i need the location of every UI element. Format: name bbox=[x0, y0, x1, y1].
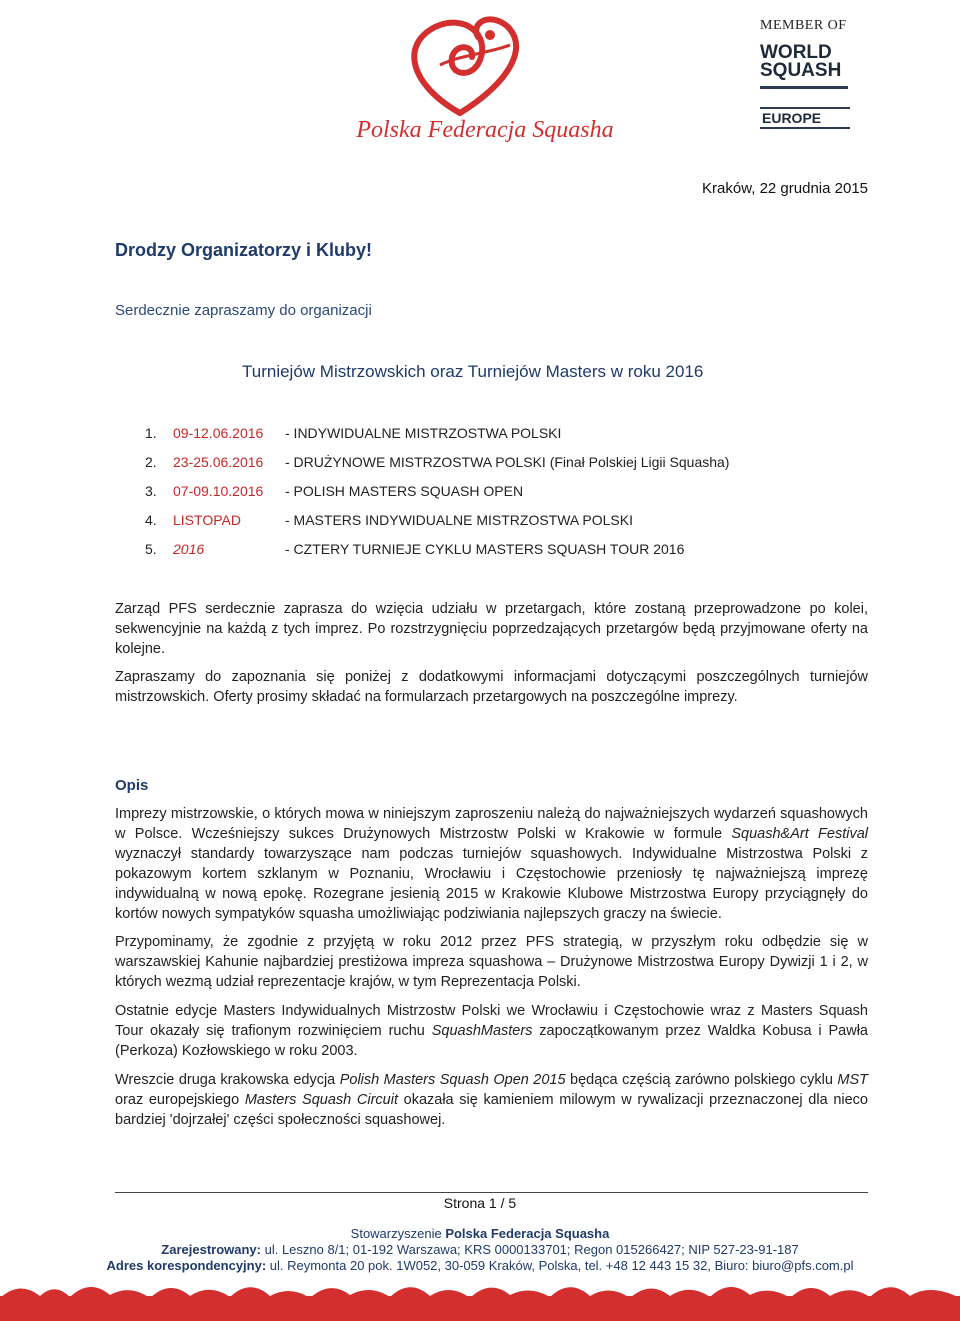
footer-divider bbox=[115, 1192, 868, 1193]
event-name: - MASTERS INDYWIDUALNE MISTRZOSTWA POLSKI bbox=[285, 512, 633, 528]
badge-member: MEMBER OF bbox=[760, 18, 847, 33]
badge-europe: EUROPE bbox=[760, 107, 850, 129]
invite-line: Serdecznie zapraszamy do organizacji bbox=[115, 302, 372, 319]
logo-text: Polska Federacja Squasha bbox=[356, 117, 614, 143]
event-date: 2016 bbox=[173, 541, 205, 557]
event-date: 23-25.06.2016 bbox=[173, 454, 264, 470]
footer-address: Adres korespondencyjny: ul. Reymonta 20 pok. 1W052, 30-059 Kraków, Polska, tel. +48 12 443 15 32, Biuro: biuro@pfs.com.pl bbox=[106, 1258, 854, 1273]
event-date: 07-09.10.2016 bbox=[173, 483, 264, 499]
event-number: 5. bbox=[145, 541, 157, 557]
paragraph-opis-1: Imprezy mistrzowskie, o których mowa w niniejszym zaproszeniu należą do najważniejszych wydarzeń squashowych w Polsce. Wcześniejszy sukces Drużynowych Mistrzostw Polski w Krakowie w formule Squash&Art Festival wyznaczył standardy towarzyszące nam podczas turniejów squashowych. Indywidualne Mistrzostwa Polski z pokazowym kortem szklanym w Poznaniu, Wrocławiu i Częstochowie przeniosły tę najważniejszą imprezę indywidualną w nową epokę. Rozegrane jesienią 2015 w Krakowie Klubowe Mistrzostwa Europy przyciągnęły do kortów nowych sympatyków squasha umożliwiając podziwiania najlepszych graczy na świecie. bbox=[115, 806, 868, 922]
paragraph-opis-2: Przypominamy, że zgodnie z przyjętą w roku 2012 przez PFS strategią, w przyszłym roku odbędzie się w warszawskiej Kahunie najbardziej prestiżowa impreza squashowa – Drużynowe Mistrzostwa Europy Dywizji 1 i 2, w których wezmą udział reprezentacje krajów, w tym Reprezentacja Polski. bbox=[115, 934, 868, 990]
event-number: 2. bbox=[145, 454, 157, 470]
pfs-logo bbox=[340, 5, 630, 155]
event-item bbox=[145, 512, 633, 528]
footer-red-band bbox=[0, 1276, 960, 1321]
event-item bbox=[145, 541, 684, 557]
event-number: 1. bbox=[145, 425, 157, 441]
world-squash-badge bbox=[760, 18, 852, 129]
footer-registered: Zarejestrowany: ul. Leszno 8/1; 01-192 Warszawa; KRS 0000133701; Regon 015266427; NIP 527-23-91-187 bbox=[161, 1242, 799, 1257]
footer-org: Stowarzyszenie Polska Federacja Squasha bbox=[350, 1226, 610, 1241]
event-item bbox=[145, 454, 729, 470]
greeting: Drodzy Organizatorzy i Kluby! bbox=[115, 240, 373, 260]
event-name: - DRUŻYNOWE MISTRZOSTWA POLSKI (Finał Polskiej Ligii Squasha) bbox=[285, 454, 730, 470]
paragraph-opis-3: Ostatnie edycje Masters Indywidualnych Mistrzostw Polski we Wrocławiu i Częstochowie wraz z Masters Squash Tour okazały się trafionym rozwinięciem ruchu SquashMasters zapoczątkowanym przez Waldka Kobusa i Pawła (Perkoza) Kozłowskiego w roku 2003. bbox=[115, 1003, 868, 1059]
event-date: LISTOPAD bbox=[173, 512, 241, 528]
letter-date: Kraków, 22 grudnia 2015 bbox=[702, 180, 868, 197]
event-number: 4. bbox=[145, 512, 157, 528]
event-name: - CZTERY TURNIEJE CYKLU MASTERS SQUASH TOUR 2016 bbox=[285, 541, 685, 557]
paragraph-tenders: Zarząd PFS serdecznie zaprasza do wzięcia udziału w przetargach, które zostaną przeprowadzone po kolei, sekwencyjnie na każdą z tych imprez. Po rozstrzygnięciu poprzedzających przetargów będą przyjmowane oferty na kolejne. bbox=[115, 601, 868, 657]
event-number: 3. bbox=[145, 483, 157, 499]
page-number: Strona 1 / 5 bbox=[443, 1195, 517, 1211]
event-date: 09-12.06.2016 bbox=[173, 425, 264, 441]
paragraph-info: Zapraszamy do zapoznania się poniżej z dodatkowymi informacjami dotyczącymi poszczególnych turniejów mistrzowskich. Oferty prosimy składać na formularzach przetargowych na poszczególne imprezy. bbox=[115, 669, 868, 705]
badge-divider bbox=[760, 86, 848, 89]
badge-squash: SQUASH bbox=[760, 60, 842, 81]
event-name: - INDYWIDUALNE MISTRZOSTWA POLSKI bbox=[285, 425, 562, 441]
event-name: - POLISH MASTERS SQUASH OPEN bbox=[285, 483, 524, 499]
paragraph-opis-4: Wreszcie druga krakowska edycja Polish Masters Squash Open 2015 będąca częścią zarówno polskiego cyklu MST oraz europejskiego Masters Squash Circuit okazała się kamieniem milowym w rywalizacji przeznaczonej dla nieco bardziej 'dojrzałej' części społeczności squashowej. bbox=[115, 1072, 869, 1128]
section-heading-opis: Opis bbox=[115, 777, 149, 794]
event-item bbox=[145, 483, 523, 499]
event-item bbox=[145, 425, 561, 441]
document-subtitle: Turniejów Mistrzowskich oraz Turniejów Masters w roku 2016 bbox=[242, 362, 704, 381]
pfs-logo-icon bbox=[340, 5, 630, 155]
badge-world: WORLD bbox=[760, 42, 832, 63]
